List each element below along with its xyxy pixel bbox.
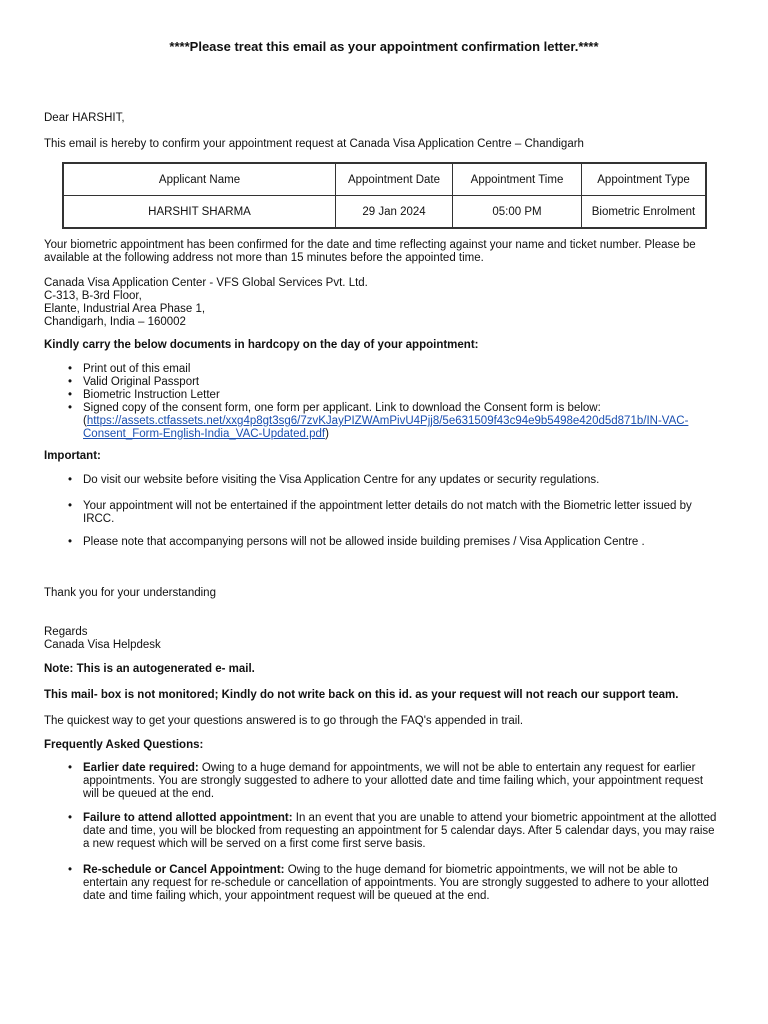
bullet-icon: • [68, 762, 73, 774]
faq-item-reschedule-cancel [68, 864, 728, 903]
table-cell-appointment-type: Biometric Enrolment [582, 196, 707, 229]
important-item-text: Your appointment will not be entertained if the appointment letter details do not match with the Biometric letter issued by [83, 500, 692, 512]
greeting: Dear HARSHIT, [44, 112, 125, 124]
faq-list [68, 812, 728, 851]
list-item [68, 402, 728, 441]
list-item [68, 500, 728, 526]
faq-list [68, 864, 728, 903]
bullet-icon: • [68, 389, 73, 401]
table-header-row [63, 163, 706, 196]
important-item-text: Do visit our website before visiting the Visa Application Centre for any updates or security regulations. [83, 474, 600, 486]
important-list [68, 500, 728, 526]
bullet-icon: • [68, 363, 73, 375]
thanks-text: Thank you for your understanding [44, 587, 216, 599]
consent-link-line: Consent_Form-English-India_VAC-Updated.pdf [83, 428, 326, 440]
table-cell-appointment-date: 29 Jan 2024 [336, 196, 453, 229]
table-cell-appointment-time: 05:00 PM [453, 196, 582, 229]
faq-heading: Frequently Asked Questions: [44, 739, 204, 751]
list-item [68, 363, 728, 376]
address-line: C-313, B-3rd Floor, [44, 290, 142, 302]
confirmation-line: Your biometric appointment has been confirmed for the date and time reflecting against your name and ticket number. Please be [44, 239, 696, 251]
document-item-text: Print out of this email [83, 363, 191, 375]
regards-block [44, 626, 724, 652]
signature-text: Canada Visa Helpdesk [44, 639, 161, 651]
document-item-text: Biometric Instruction Letter [83, 389, 220, 401]
address-line: Elante, Industrial Area Phase 1, [44, 303, 206, 315]
bullet-icon: • [68, 536, 73, 548]
appointment-table [62, 162, 707, 229]
documents-heading: Kindly carry the below documents in hardcopy on the day of your appointment: [44, 339, 479, 351]
bullet-icon: • [68, 500, 73, 512]
address-line: Chandigarh, India – 160002 [44, 316, 186, 328]
link-open-paren: ( [83, 415, 87, 427]
page-title: ****Please treat this email as your appointment confirmation letter.**** [169, 39, 599, 54]
confirmation-text [44, 239, 724, 265]
faq-text: a new request which will be served on a first come first serve basis. [83, 838, 426, 850]
list-item [68, 389, 728, 402]
consent-link-line: https://assets.ctfassets.net/xxg4p8gt3sg6/7zvKJayPIZWAmPivU4Pjj8/5e631509f43c94e9b5498e420d5d871b/IN-VAC- [86, 415, 689, 427]
faq-term: Failure to attend allotted appointment: [83, 812, 293, 824]
address-line: Canada Visa Application Center - VFS Global Services Pvt. Ltd. [44, 277, 368, 289]
table-header-appointment-type: Appointment Type [582, 163, 707, 196]
list-item [68, 376, 728, 389]
faq-text: Owing to a huge demand for appointments, we will not be able to entertain any request for earlier [198, 762, 696, 774]
not-monitored-note: This mail- box is not monitored; Kindly do not write back on this id. as your request will not reach our support team. [44, 689, 679, 701]
faq-text: will be queued at the end. [83, 788, 215, 800]
list-item [68, 474, 728, 487]
faq-term: Earlier date required: [83, 762, 199, 774]
faq-text: date and time, you will be blocked from requesting an appointment for 5 calendar days. After 5 calendar days, you may raise [83, 825, 715, 837]
intro-text: This email is hereby to confirm your appointment request at Canada Visa Application Centre – Chandigarh [44, 138, 584, 150]
faq-text: In an event that you are unable to attend your biometric appointment at the allotted [292, 812, 717, 824]
important-list [68, 474, 728, 487]
faq-item-failure-to-attend [68, 812, 728, 851]
table-header-appointment-date: Appointment Date [336, 163, 453, 196]
table-cell-applicant-name: HARSHIT SHARMA [63, 196, 336, 229]
important-heading: Important: [44, 450, 101, 462]
vac-address [44, 277, 724, 329]
faq-list [68, 762, 728, 801]
table-header-applicant-name: Applicant Name [63, 163, 336, 196]
bullet-icon: • [68, 474, 73, 486]
faq-text: entertain any request for re-schedule or cancellation of appointments. You are strongly suggested to adhere to your allotted [83, 877, 709, 889]
faq-item-earlier-date [68, 762, 728, 801]
confirmation-line: available at the following address not more than 15 minutes before the appointed time. [44, 252, 484, 264]
faq-text: date and time failing which, your appointment request will be queued at the end. [83, 890, 490, 902]
table-header-appointment-time: Appointment Time [453, 163, 582, 196]
important-item-text: Please note that accompanying persons will not be allowed inside building premises / Visa Application Centre . [83, 536, 645, 548]
bullet-icon: • [68, 864, 73, 876]
faq-intro: The quickest way to get your questions answered is to go through the FAQ's appended in trail. [44, 715, 524, 727]
regards-text: Regards [44, 626, 88, 638]
bullet-icon: • [68, 812, 73, 824]
list-item [68, 536, 728, 549]
document-item-text: Signed copy of the consent form, one form per applicant. Link to download the Consent form is below: [83, 402, 601, 414]
faq-text: Owing to the huge demand for biometric appointments, we will not be able to [284, 864, 678, 876]
bullet-icon: • [68, 376, 73, 388]
important-item-text: IRCC. [83, 513, 115, 525]
consent-form-link[interactable] [83, 415, 688, 440]
document-item-text: Valid Original Passport [83, 376, 200, 388]
link-close-paren: ) [325, 428, 329, 440]
documents-list [68, 363, 728, 441]
bullet-icon: • [68, 402, 73, 414]
faq-term: Re-schedule or Cancel Appointment: [83, 864, 285, 876]
faq-text: appointments. You are strongly suggested to adhere to your allotted date and time failing which, your appointment request [83, 775, 704, 787]
autogenerated-note: Note: This is an autogenerated e- mail. [44, 663, 255, 675]
table-row [63, 196, 706, 229]
important-list [68, 536, 728, 549]
